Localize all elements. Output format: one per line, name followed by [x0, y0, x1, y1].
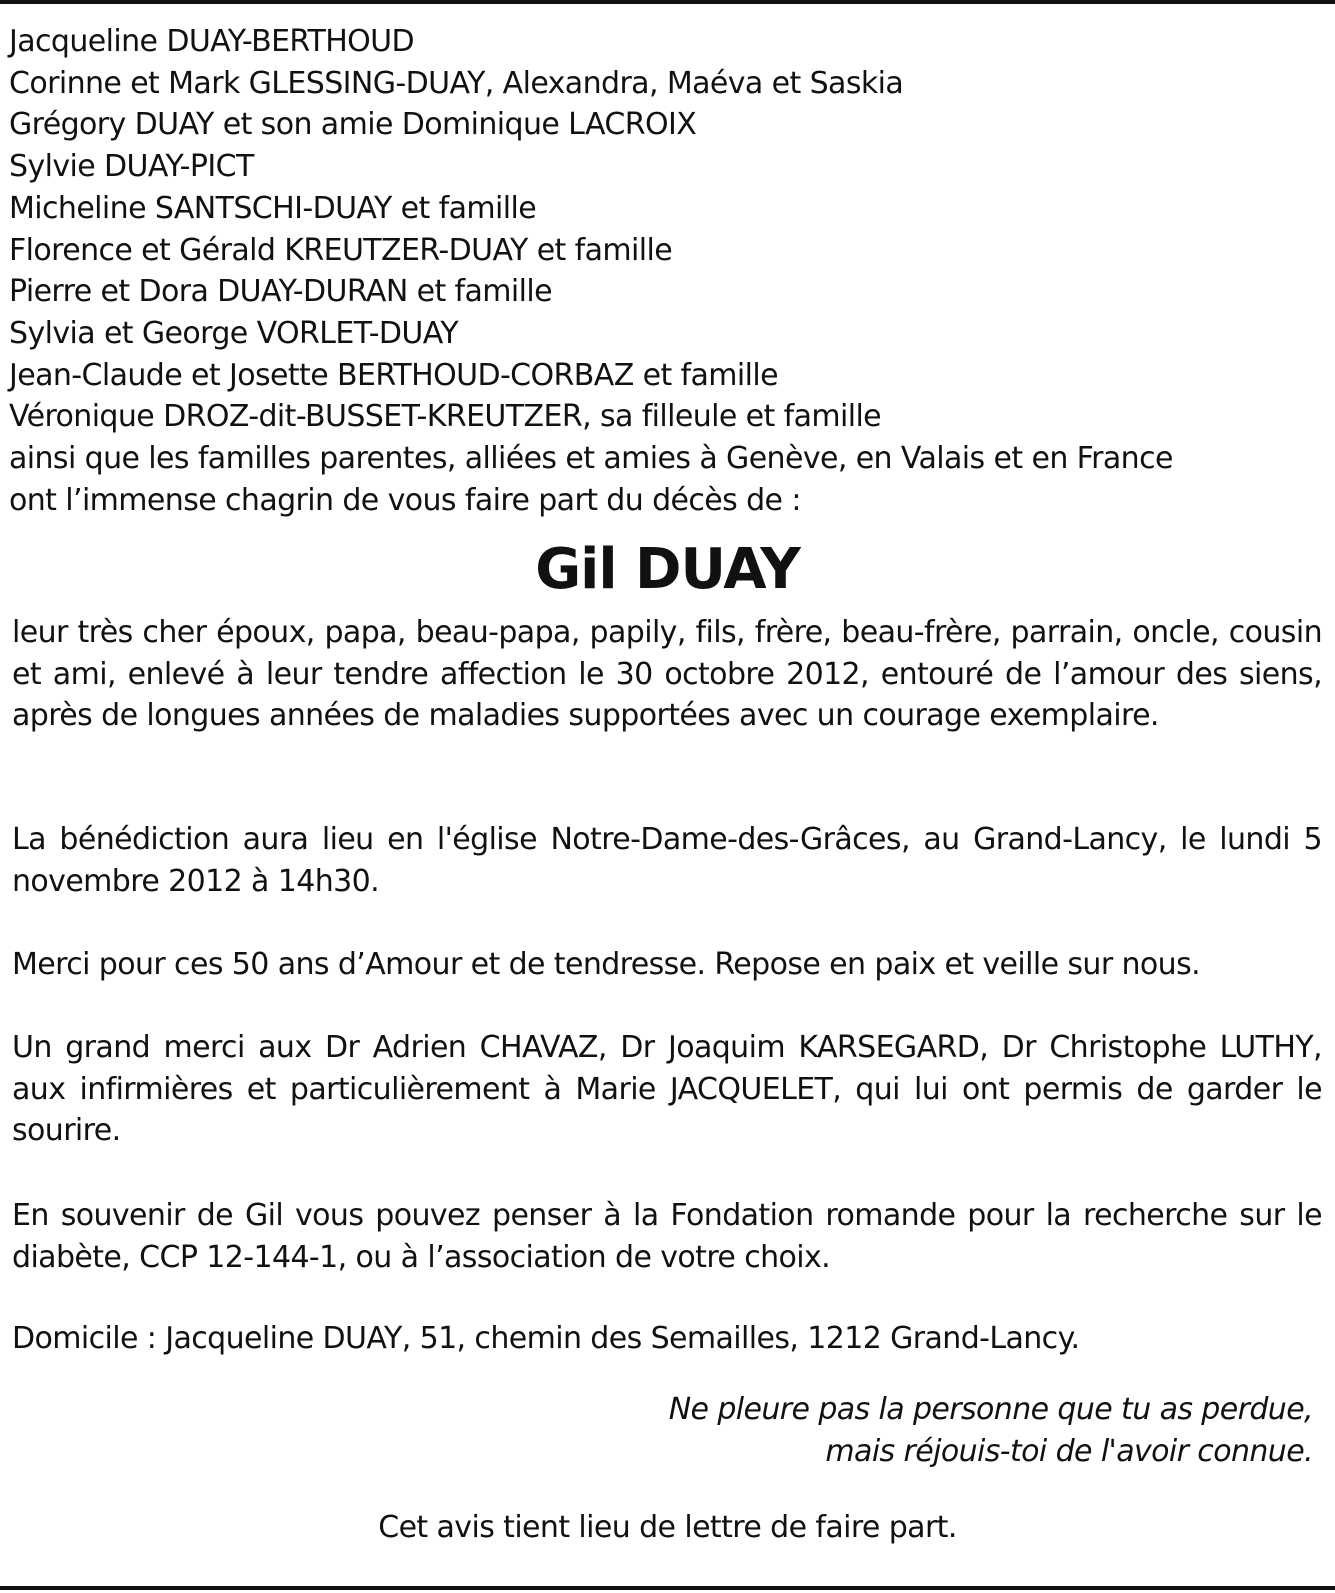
ceremony-paragraph: La bénédiction aura lieu en l'église Notre-Dame-des-Grâces, au Grand-Lancy, le lundi 5 novembre 2012 à 14h30.: [12, 822, 1322, 899]
poem-line: mais réjouis-toi de l'avoir connue.: [825, 1433, 1313, 1469]
family-line: Véronique DROZ-dit-BUSSET-KREUTZER, sa filleule et famille: [9, 399, 882, 435]
poem-quote: [413, 1389, 1313, 1472]
family-line: Pierre et Dora DUAY-DURAN et famille: [9, 274, 552, 310]
family-line: Sylvia et George VORLET-DUAY: [9, 315, 459, 351]
family-line: Micheline SANTSCHI-DUAY et famille: [9, 190, 537, 226]
extended-family-line: ainsi que les familles parentes, alliées et amies à Genève, en Valais et en France: [9, 441, 1173, 477]
family-line: Sylvie DUAY-PICT: [9, 149, 254, 185]
tribute-paragraph: leur très cher époux, papa, beau-papa, papily, fils, frère, beau-frère, parrain, oncle, cousin et ami, enlevé à leur tendre affection le 30 octobre 2012, entouré de l’amour des siens, après de longues années de maladies supportées avec un courage exemplaire.: [12, 615, 1322, 733]
family-line: Jacqueline DUAY-BERTHOUD: [9, 24, 415, 59]
bottom-border-rule: [0, 1586, 1335, 1590]
family-line: Grégory DUAY et son amie Dominique LACROIX: [9, 107, 697, 143]
deceased-name: Gil DUAY: [535, 537, 800, 602]
address-paragraph: Domicile : Jacqueline DUAY, 51, chemin des Semailles, 1212 Grand-Lancy.: [12, 1321, 1080, 1356]
thanks-doctors-paragraph: Un grand merci aux Dr Adrien CHAVAZ, Dr Joaquim KARSEGARD, Dr Christophe LUTHY, aux infirmières et particulièrement à Marie JACQUELET, qui lui ont permis de garder le sourire.: [12, 1030, 1322, 1148]
family-line: Florence et Gérald KREUTZER-DUAY et famille: [9, 232, 673, 268]
family-list: [9, 21, 1309, 521]
donation-paragraph: En souvenir de Gil vous pouvez penser à la Fondation romande pour la recherche sur le diabète, CCP 12-144-1, ou à l’association de votre choix.: [12, 1198, 1322, 1275]
family-line: Jean-Claude et Josette BERTHOUD-CORBAZ et famille: [9, 357, 778, 393]
thanks-love-paragraph: Merci pour ces 50 ans d’Amour et de tendresse. Repose en paix et veille sur nous.: [12, 947, 1201, 982]
poem-line: Ne pleure pas la personne que tu as perdue,: [668, 1392, 1313, 1427]
announcement-line: ont l’immense chagrin de vous faire part du décès de :: [9, 482, 801, 518]
family-line: Corinne et Mark GLESSING-DUAY, Alexandra, Maéva et Saskia: [9, 65, 904, 101]
top-border-rule: [0, 0, 1335, 4]
closing-note: Cet avis tient lieu de lettre de faire part.: [378, 1510, 957, 1545]
